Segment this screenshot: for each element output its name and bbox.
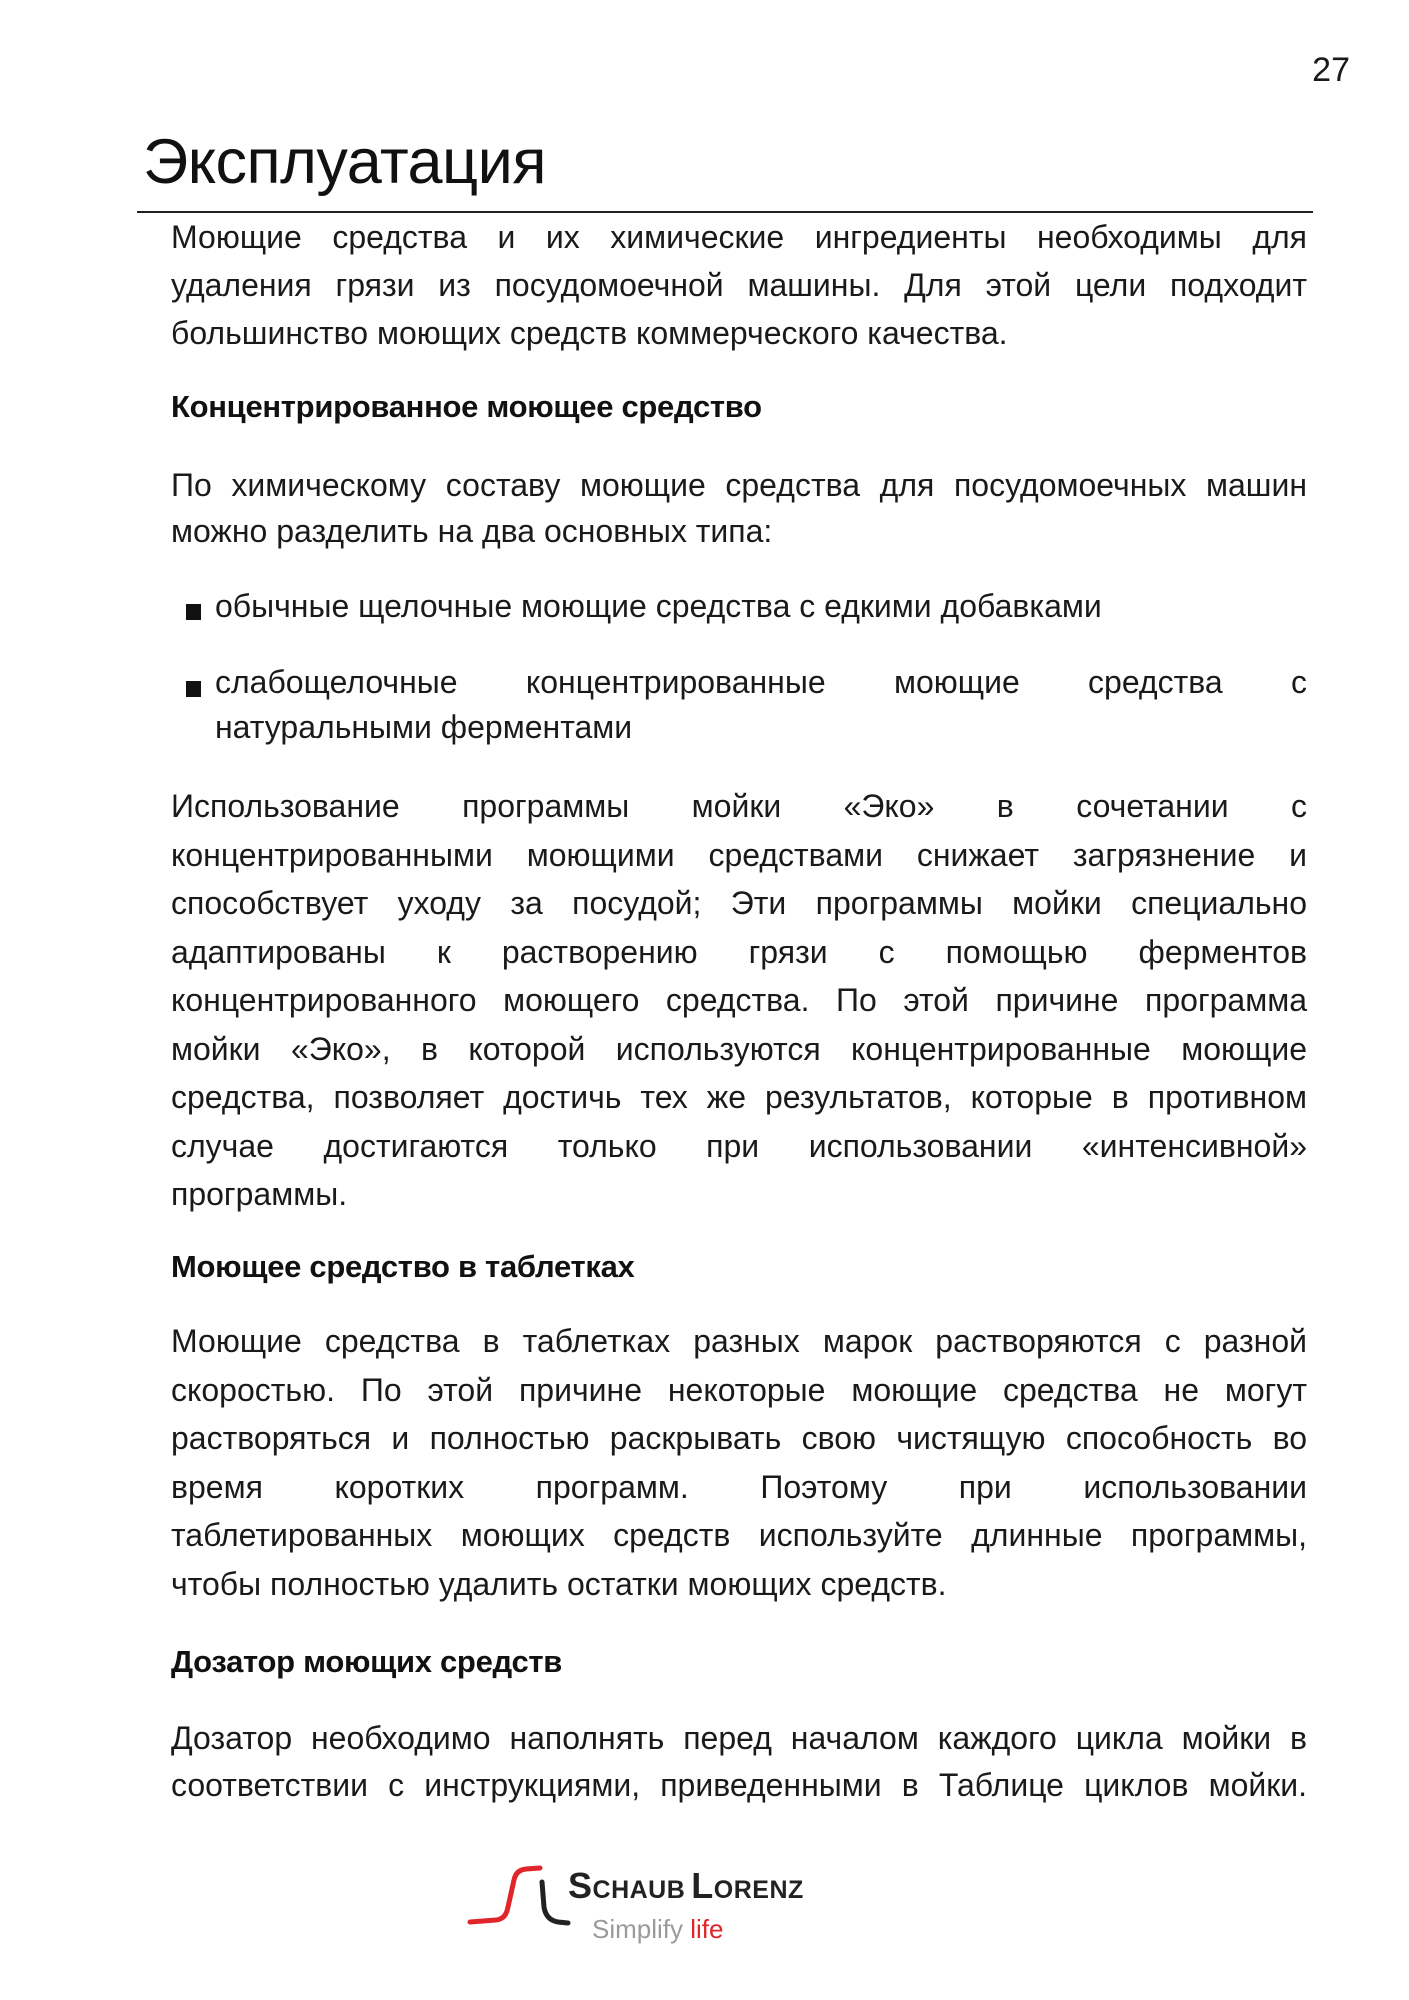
- text-line: можно разделить на два основных типа:: [171, 513, 773, 549]
- bullet-square-icon: [186, 681, 201, 697]
- section-heading-concentrated: Концентрированное моющее средство: [171, 389, 762, 424]
- concentrated-intro-paragraph: [171, 462, 1307, 554]
- brand-name-second: Lorenz: [691, 1865, 804, 1906]
- text-line: программы.: [171, 1176, 348, 1212]
- text-line: таблетированных моющих средств используйте длинные программы,: [171, 1517, 1307, 1554]
- tagline-life: life: [690, 1914, 724, 1944]
- section-heading-dispenser: Дозатор моющих средств: [171, 1644, 563, 1679]
- text-line: Моющие средства в таблетках разных марок растворяются с разной: [171, 1323, 1307, 1359]
- tagline-simplify: Simplify: [592, 1914, 684, 1944]
- text-line: концентрированными моющими средствами снижает загрязнение и: [171, 836, 1307, 873]
- page-number: 27: [1312, 51, 1350, 89]
- section-heading-tablets: Моющее средство в таблетках: [171, 1249, 635, 1284]
- intro-paragraph: [171, 213, 1307, 357]
- text-line: чтобы полностью удалить остатки моющих средств.: [171, 1565, 947, 1602]
- text-line: натуральными ферментами: [215, 709, 633, 745]
- text-line: способствует уходу за посудой; Эти программы мойки специально: [171, 885, 1307, 921]
- tablets-paragraph: [171, 1317, 1307, 1609]
- text-line: удаления грязи из посудомоечной машины. Для этой цели подходит: [171, 267, 1307, 303]
- text-line: мойки «Эко», в которой используются концентрированные моющие: [171, 1030, 1307, 1067]
- bullet-item: [215, 660, 1307, 750]
- brand-tagline: [592, 1914, 724, 1944]
- text-line: слабощелочные концентрированные моющие средства с: [215, 664, 1307, 700]
- text-line: обычные щелочные моющие средства с едкими добавками: [215, 588, 1102, 624]
- bullet-square-icon: [186, 604, 201, 620]
- text-line: большинство моющих средств коммерческого качества.: [171, 315, 1008, 351]
- text-line: Дозатор необходимо наполнять перед началом каждого цикла мойки в: [171, 1720, 1307, 1756]
- dispenser-paragraph: [171, 1715, 1307, 1809]
- text-line: время коротких программ. Поэтому при использовании: [171, 1468, 1307, 1505]
- eco-program-paragraph: [171, 782, 1307, 1219]
- text-line: средства, позволяет достичь тех же результатов, которые в противном: [171, 1079, 1307, 1115]
- text-line: случае достигаются только при использовании «интенсивной»: [171, 1127, 1307, 1164]
- bullet-item: [215, 583, 1307, 629]
- text-line: адаптированы к растворению грязи с помощью ферментов: [171, 933, 1307, 970]
- text-line: растворяться и полностью раскрывать свою чистящую способность во: [171, 1420, 1307, 1457]
- text-line: Использование программы мойки «Эко» в сочетании с: [171, 788, 1307, 824]
- page-title: Эксплуатация: [143, 127, 546, 197]
- text-line: Моющие средства и их химические ингредиенты необходимы для: [171, 219, 1307, 255]
- brand-logo: [466, 1862, 916, 1952]
- brand-name-first: Schaub: [568, 1865, 686, 1906]
- brand-name: [568, 1866, 804, 1906]
- text-line: скоростью. По этой причине некоторые моющие средства не могут: [171, 1371, 1307, 1408]
- text-line: концентрированного моющего средства. По этой причине программа: [171, 982, 1307, 1018]
- text-line: По химическому составу моющие средства для посудомоечных машин: [171, 467, 1307, 503]
- text-line: соответствии с инструкциями, приведенными в Таблице циклов мойки.: [171, 1767, 1307, 1803]
